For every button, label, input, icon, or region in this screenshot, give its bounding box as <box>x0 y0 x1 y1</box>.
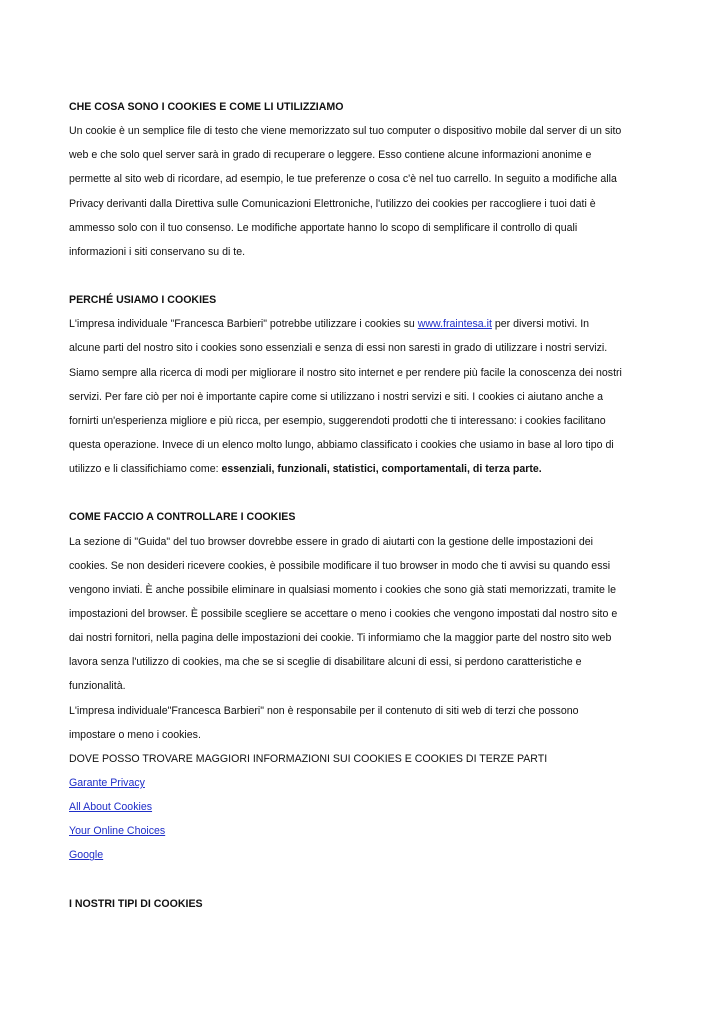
section-heading-what-are-cookies: CHE COSA SONO I COOKIES E COME LI UTILIZZIAMO <box>69 101 344 113</box>
section-heading-cookie-types: I NOSTRI TIPI DI COOKIES <box>69 897 203 910</box>
paragraph-line: L'impresa individuale"Francesca Barbieri" non è responsabile per il contenuto di siti web di terzi che possono <box>69 704 579 717</box>
paragraph-line: fornirti un'esperienza migliore e più ricca, per esempio, suggerendoti prodotti che ti interessano: i cookies facilitano <box>69 414 606 427</box>
section-heading-control-cookies: COME FACCIO A CONTROLLARE I COOKIES <box>69 511 296 524</box>
website-link[interactable]: www.fraintesa.it <box>417 318 492 331</box>
paragraph-line: Siamo sempre alla ricerca di modi per migliorare il nostro sito internet e per rendere più facile la conoscenza dei nostri <box>69 366 622 379</box>
paragraph-line: La sezione di "Guida" del tuo browser dovrebbe essere in grado di aiutarti con la gestione delle impostazioni dei <box>69 535 593 548</box>
more-info-heading: DOVE POSSO TROVARE MAGGIORI INFORMAZIONI SUI COOKIES E COOKIES DI TERZE PARTI <box>69 752 548 765</box>
link-garante-privacy[interactable]: Garante Privacy <box>69 776 145 789</box>
document-page <box>69 95 661 916</box>
paragraph-line: questa operazione. Invece di un elenco molto lungo, abbiamo classificato i cookies che usiamo in base al loro tipo di <box>69 438 614 451</box>
paragraph-line: Privacy derivanti dalla Direttiva sulle Comunicazioni Elettroniche, l'utilizzo dei cookies per raccogliere i tuoi dati è <box>69 197 596 210</box>
paragraph-line: funzionalità. <box>69 680 126 693</box>
paragraph-line: ammesso solo con il tuo consenso. Le modifiche apportate hanno lo scopo di semplificare il controllo di quali <box>69 221 578 234</box>
link-line <box>69 819 661 843</box>
cookie-categories-bold: essenziali, funzionali, statistici, comportamentali, di terza parte. <box>221 463 542 476</box>
paragraph-line: informazioni i siti conservano su di te. <box>69 245 246 258</box>
paragraph-line: servizi. Per fare ciò per noi è importante capire come si utilizzano i nostri servizi e siti. I cookies ci aiutano anche a <box>69 390 604 403</box>
paragraph-line: dai nostri fornitori, nella pagina delle impostazioni dei cookie. Ti informiamo che la maggior parte del nostro sito web <box>69 632 612 645</box>
paragraph-line: impostazioni del browser. È possibile scegliere se accettare o meno i cookies che vengono impostati dal nostro sito e <box>69 607 618 620</box>
paragraph-line <box>69 457 661 481</box>
paragraph-line: alcune parti del nostro sito i cookies sono essenziali e senza di essi non saresti in grado di utilizzare i nostri servizi. <box>69 342 608 355</box>
paragraph-line: impostare o meno i cookies. <box>69 728 201 741</box>
paragraph-line: vengono inviati. È anche possibile eliminare in qualsiasi momento i cookies che sono già stati memorizzati, tramite le <box>69 583 617 596</box>
link-line <box>69 795 661 819</box>
paragraph-line: Un cookie è un semplice file di testo che viene memorizzato sul tuo computer o dispositivo mobile dal server di un sito <box>69 125 622 138</box>
paragraph-line: permette al sito web di ricordare, ad esempio, le tue preferenze o cosa c'è nel tuo carrello. In seguito a modifiche alla <box>69 173 617 186</box>
paragraph-line: web e che solo quel server sarà in grado di recuperare o leggere. Esso contiene alcune informazioni anonime e <box>69 149 592 162</box>
section-heading-why-cookies: PERCHÉ USIAMO I COOKIES <box>69 294 217 307</box>
spacer <box>69 868 661 892</box>
link-line <box>69 771 661 795</box>
link-google[interactable]: Google <box>69 849 104 862</box>
link-your-online-choices[interactable]: Your Online Choices <box>69 825 166 838</box>
paragraph-text: L'impresa individuale "Francesca Barbieri" potrebbe utilizzare i cookies su <box>69 318 418 331</box>
link-all-about-cookies[interactable]: All About Cookies <box>69 801 153 814</box>
link-line <box>69 843 661 867</box>
paragraph-line: lavora senza l'utilizzo di cookies, ma che se si sceglie di disabilitare alcuni di essi, si perdono caratteristiche e <box>69 656 582 669</box>
spacer <box>69 481 661 505</box>
paragraph-text: per diversi motivi. In <box>491 318 590 331</box>
paragraph-text: utilizzo e li classifichiamo come: <box>69 463 222 476</box>
spacer <box>69 264 661 288</box>
paragraph-line <box>69 312 661 336</box>
paragraph-line: cookies. Se non desideri ricevere cookies, è possibile modificare il tuo browser in modo che ti avvisi su quando essi <box>69 559 611 572</box>
